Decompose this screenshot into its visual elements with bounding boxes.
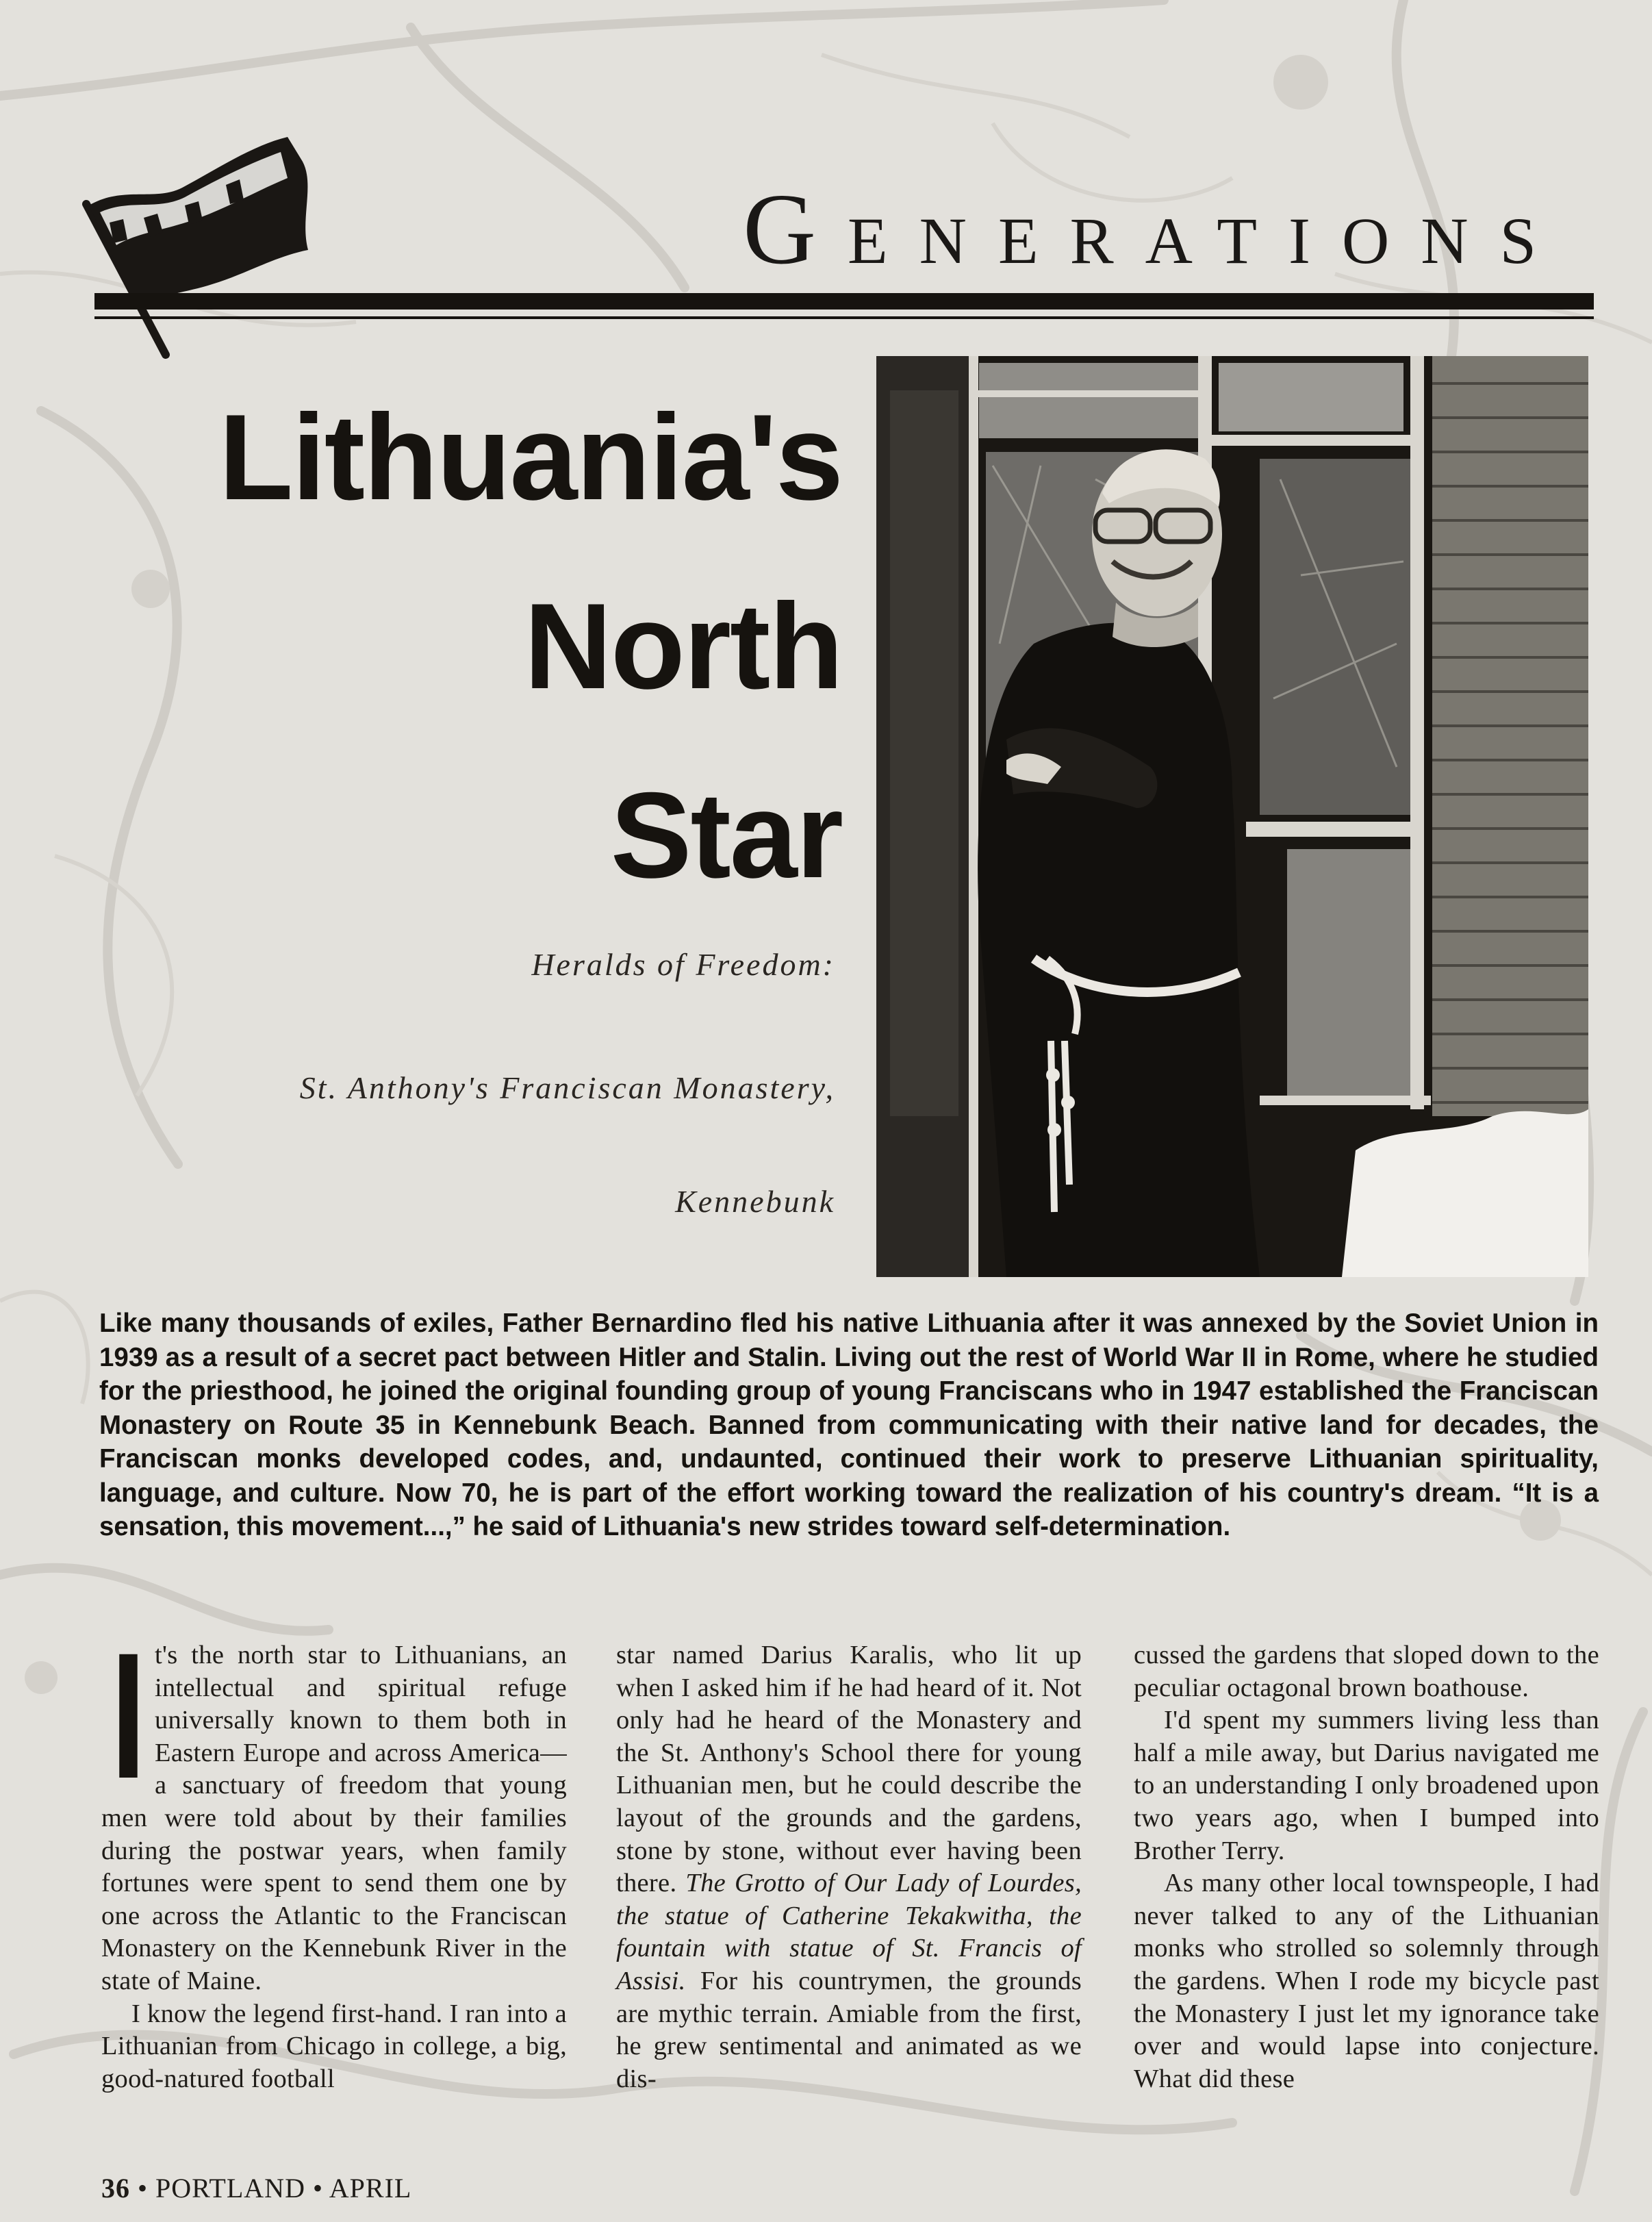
dek-line-1: Heralds of Freedom: xyxy=(531,947,835,982)
body-column-3 xyxy=(1134,1639,1599,2095)
headline-line-2: North xyxy=(524,578,842,714)
dek-line-2: St. Anthony's Franciscan Monastery, xyxy=(299,1070,835,1105)
magazine-name: PORTLAND xyxy=(155,2173,305,2204)
drop-cap: I xyxy=(111,1615,147,1816)
italic-passage: The Grotto of Our Lady of Lourdes, the statue of Catherine Tekakwitha, the fountain with statue of St. Francis of Assisi. xyxy=(616,1869,1082,1995)
waving-flag-icon xyxy=(82,137,315,363)
body-column-1 xyxy=(101,1615,567,2095)
body-paragraph: I'd spent my summers living less than half a mile away, but Darius navigated me to an understanding I only broadened upon two years ago, when I bumped into Brother Terry. xyxy=(1134,1706,1599,1865)
dek-line-3: Kennebunk xyxy=(675,1184,835,1219)
body-paragraph: As many other local townspeople, I had never talked to any of the Lithuanian monks who strolled so solemnly through the gardens. When I rode my bicycle past the Monastery I just let my ignorance take over and would lapse into conjecture. What did these xyxy=(1134,1869,1599,2093)
headline-line-3: Star xyxy=(610,767,842,903)
header-rule-thin xyxy=(94,316,1594,319)
body-paragraph: It's the north star to Lithuanians, an intellectual and spiritual refuge universally known to them both in Eastern Europe and across America—a sanctuary of freedom that young men were told about by their families during the postwar years, when family fortunes were spent to send them one by one across the Atlantic to the Franciscan Monastery on the Kennebunk River in the state of Maine. xyxy=(101,1615,567,1995)
issue-month: APRIL xyxy=(329,2173,412,2204)
folio: 36 • PORTLAND • APRIL xyxy=(101,2173,412,2204)
intro-paragraph: Like many thousands of exiles, Father Bernardino fled his native Lithuania after it was annexed by the Soviet Union in 1939 as a result of a secret pact between Hitler and Stalin. Living out the rest of World War II in Rome, where he studied for the priesthood, he joined the original founding group of young Franciscans who in 1947 established the Franciscan Monastery on Route 35 in Kennebunk Beach. Banned from communicating with their native land for decades, the Franciscan monks developed codes, and, undaunted, continued their work to preserve Lithuanian spirituality, language, and culture. Now 70, he is part of the effort working toward the realization of his country's dream. “It is a sensation, this movement...,” he said of Lithuania's new strides toward self-determination. xyxy=(99,1309,1599,1541)
headline xyxy=(110,363,842,930)
section-title: GENERATIONS xyxy=(743,173,1568,286)
monk-portrait-photo xyxy=(876,356,1588,1277)
header-rule xyxy=(94,293,1594,310)
body-paragraph: cussed the gardens that sloped down to the peculiar octagonal brown boathouse. xyxy=(1134,1641,1599,1702)
body-paragraph: star named Darius Karalis, who lit up when I asked him if he had heard of it. Not only had he heard of the Monastery and the St. Anthony's School there for young Lithuanian men, but he could describe the layout of the grounds and the gardens, stone by stone, without ever having been there. The Grotto of Our Lady of Lourdes, the statue of Catherine Tekakwitha, the fountain with statue of St. Francis of Assisi. For his countrymen, the grounds are mythic terrain. Amiable from the first, he grew sentimental and animated as we dis- xyxy=(616,1641,1082,2093)
body-column-2 xyxy=(616,1639,1082,2095)
headline-line-1: Lithuania's xyxy=(218,389,842,525)
page-number: 36 xyxy=(101,2173,130,2204)
body-paragraph: I know the legend first-hand. I ran into a Lithuanian from Chicago in college, a big, good-natured football xyxy=(101,1999,567,2093)
